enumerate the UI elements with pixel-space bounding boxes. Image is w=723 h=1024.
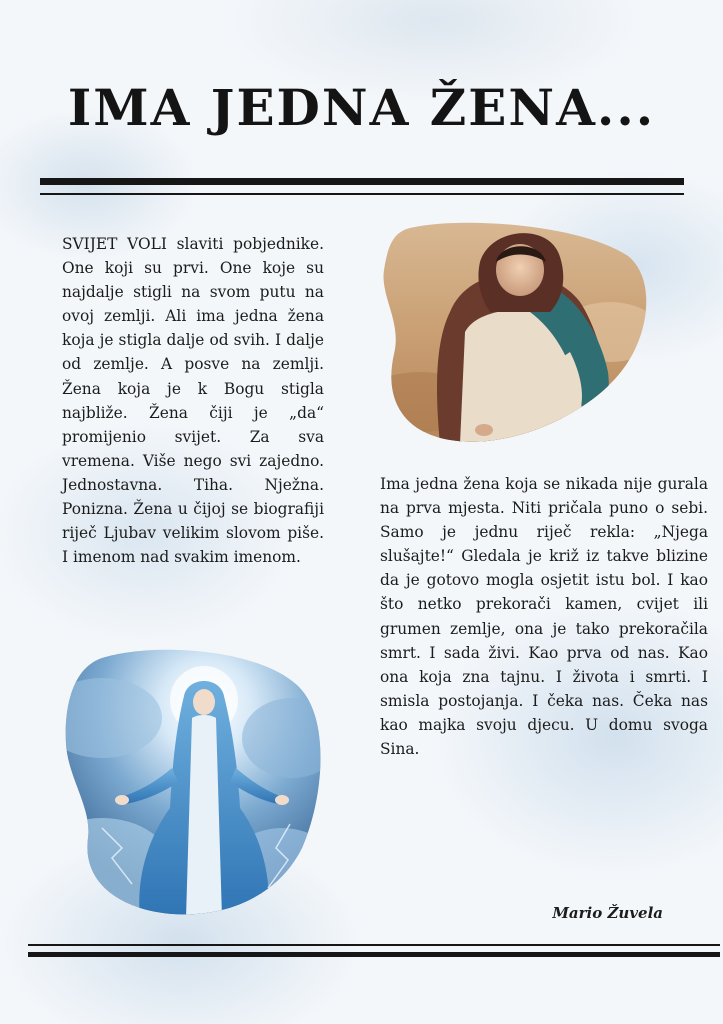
article-column-right: Ima jedna žena koja se nikada nije gurala na prva mjesta. Niti pričala puno o sebi. Samo je jednu riječ rekla: „Njega slušajte!“ Gledala je križ iz takve blizine da je gotovo mogla osjetit istu bol. I kao što netko prekorači kamen, cvijet ili grumen zemlje, ona je tako prekoračila smrt. I sada živi. Kao prva od nas. Kao ona koja zna tajnu. I života i smrti. I smisla postojanja. I čeka nas. Čeka nas kao majka svoju djecu. U domu svoga Sina. <box>380 475 708 759</box>
bottom-rule-thick <box>28 952 720 957</box>
woman-kneeling-image <box>380 222 650 444</box>
top-rule-thick <box>40 178 684 185</box>
virgin-mary-image <box>62 648 324 918</box>
top-rule-thin <box>40 193 684 195</box>
page-title: IMA JEDNA ŽENA... <box>67 78 656 137</box>
bottom-rule-thin <box>28 944 720 946</box>
article-column-left: SVIJET VOLI slaviti pobjednike. One koji su prvi. One koje su najdalje stigli na svom putu na ovoj zemlji. Ali ima jedna žena koja je stigla dalje od svih. I dalje od zemlje. A posve na zemlji. Žena koja je k Bogu stigla najbliže. Žena čiji je „da“ promijenio svijet. Za sva vremena. Više nego svi zajedno. Jednostavna. Tiha. Nježna. Ponizna. Žena u čijoj se biografiji riječ Ljubav velikim slovom piše. I imenom nad svakim imenom. <box>62 235 324 567</box>
author-signature: Mario Žuvela <box>552 904 663 922</box>
